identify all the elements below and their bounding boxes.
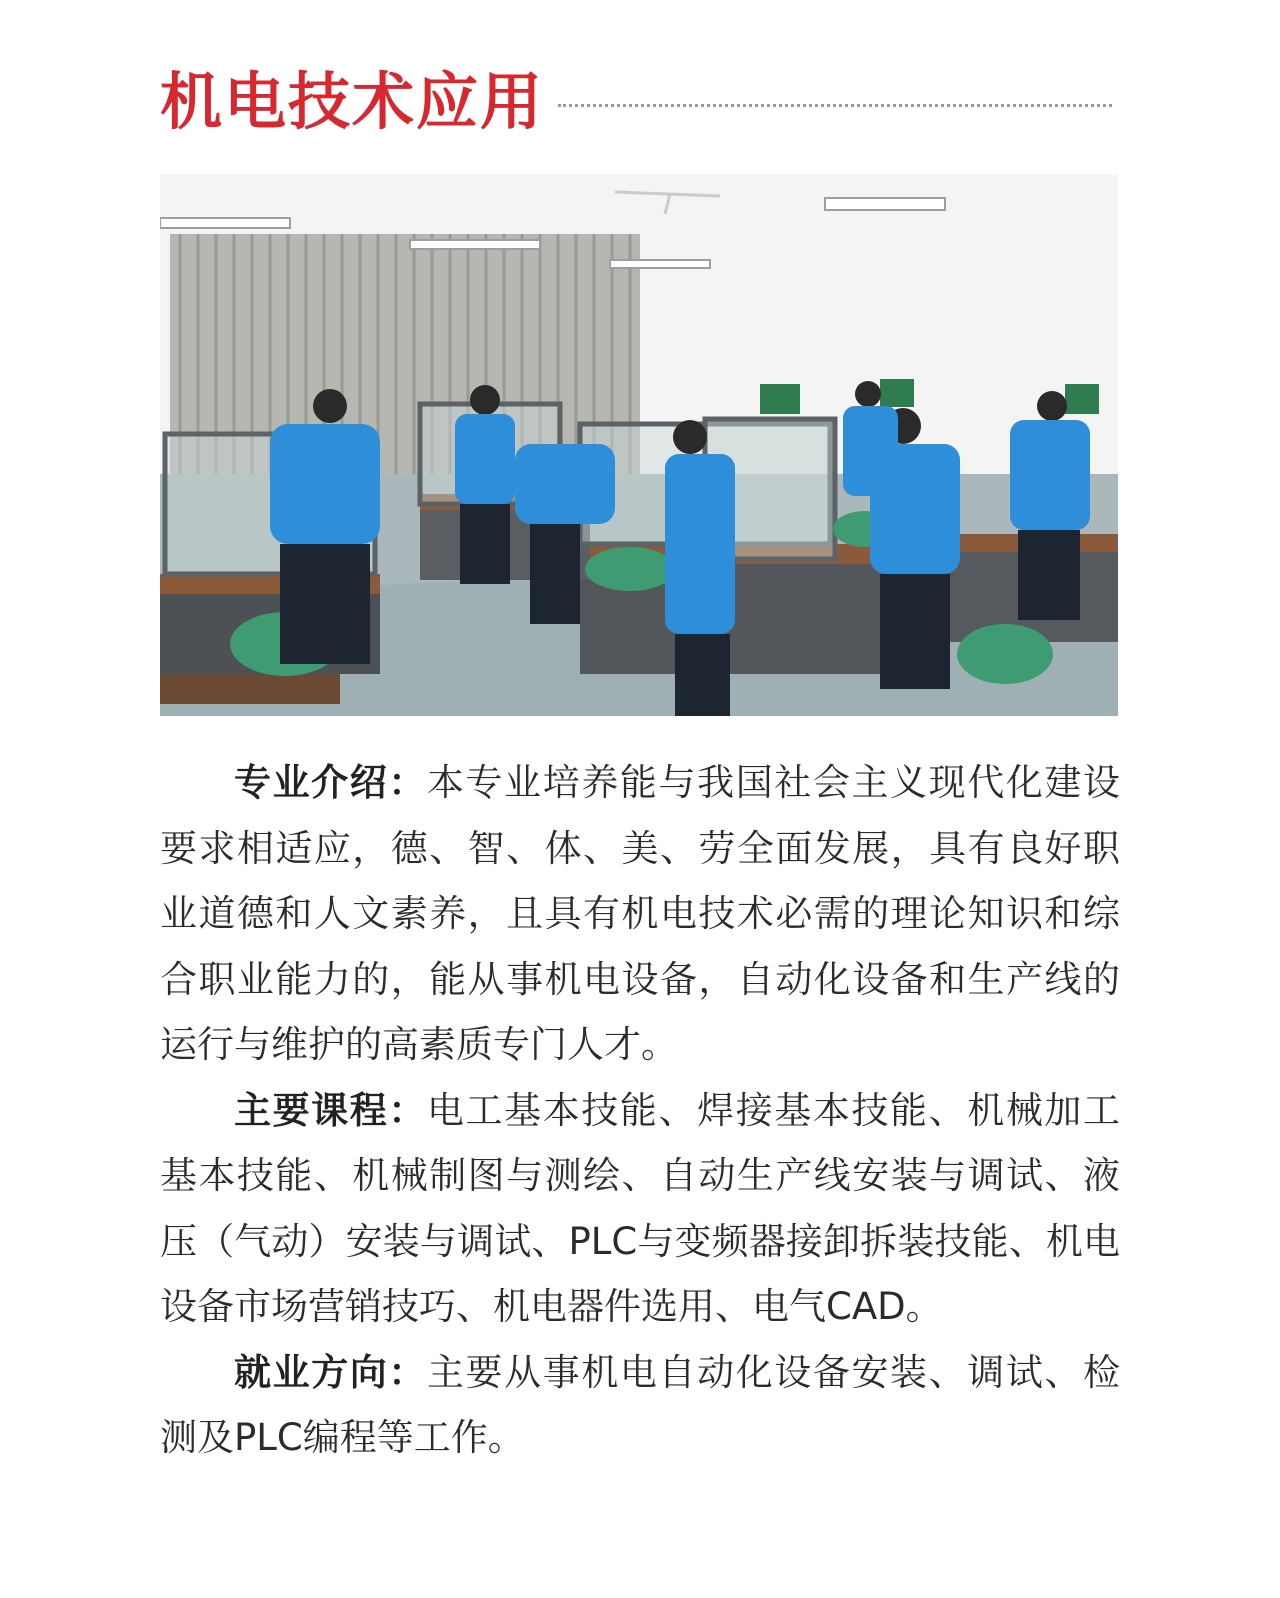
courses-paragraph xyxy=(160,1078,1120,1340)
title-row xyxy=(160,62,1112,142)
workshop-photo xyxy=(160,174,1118,716)
dotted-divider xyxy=(558,104,1112,107)
courses-label: 主要课程： xyxy=(234,1088,427,1132)
courses-text: 电工基本技能、焊接基本技能、机械加工基本技能、机械制图与测绘、自动生产线安装与调试、液压（气动）安装与调试、PLC与变频器接卸拆装技能、机电设备市场营销技巧、机电器件选用、电气CAD。 xyxy=(160,1088,1121,1328)
career-text: 主要从事机电自动化设备安装、调试、检测及PLC编程等工作。 xyxy=(160,1350,1121,1459)
intro-label: 专业介绍： xyxy=(234,761,427,804)
intro-paragraph xyxy=(160,750,1120,1078)
intro-text: 本专业培养能与我国社会主义现代化建设要求相适应，德、智、体、美、劳全面发展，具有良好职业道德和人文素养，且具有机电技术必需的理论知识和综合职业能力的，能从事机电设备，自动化设备和生产线的运行与维护的高素质专门人才。 xyxy=(160,761,1121,1066)
workshop-illustration xyxy=(160,174,1118,716)
article-body xyxy=(160,750,1120,1471)
page-title: 机电技术应用 xyxy=(160,65,545,138)
career-label: 就业方向： xyxy=(234,1350,427,1394)
career-paragraph xyxy=(160,1340,1120,1471)
